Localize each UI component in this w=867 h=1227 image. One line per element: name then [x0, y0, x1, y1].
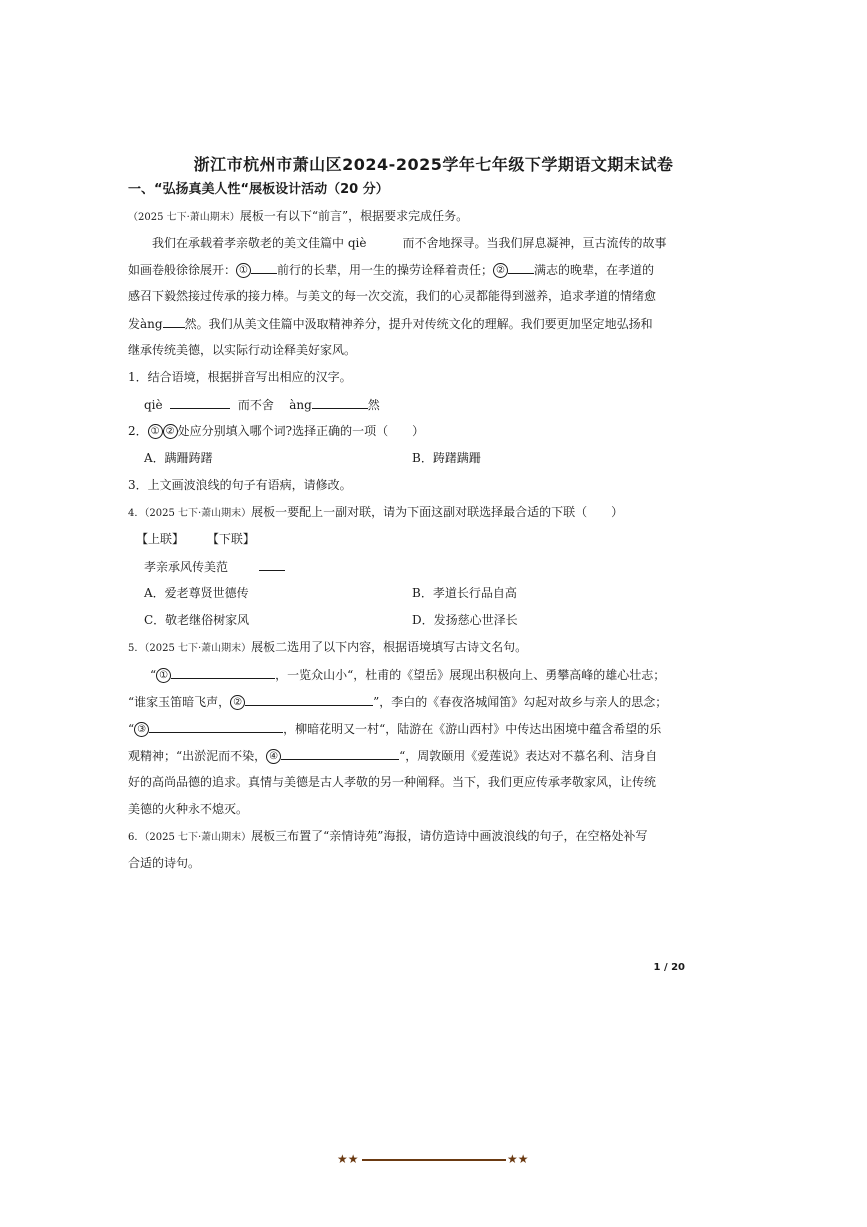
q5-text: 观精神；“出淤泥而不染， — [128, 749, 267, 763]
q5-prompt — [128, 639, 527, 657]
passage-line-4 — [128, 315, 653, 332]
q4-option-d[interactable]: D．发扬慈心世泽长 — [412, 613, 518, 627]
q4-couplet-labels — [136, 531, 255, 547]
passage-text: 然。我们从美文佳篇中汲取精神养分，提升对传统文化的理解。我们要更加坚定地弘扬和 — [184, 317, 653, 331]
q5-line-6: 美德的火种永不熄灭。 — [128, 802, 249, 816]
q6-line-2: 合适的诗句。 — [128, 856, 201, 870]
q2-option-a[interactable]: A．蹒跚踌躇 — [144, 451, 213, 465]
q5-line-1 — [150, 666, 665, 683]
exam-title: 浙江市杭州市萧山区2024-2025学年七年级下学期语文期末试卷 — [193, 155, 674, 174]
upper-couplet-label: 【上联】 — [136, 532, 185, 546]
upper-couplet-text: 孝亲承风传美范 — [144, 560, 229, 574]
q5-text: “，周敦颐用《爱莲说》表达对不慕名利、洁身自 — [399, 749, 658, 763]
section-1-heading: 一、“弘扬真美人性“展板设计活动（20 分） — [128, 182, 389, 197]
lower-couplet-label: 【下联】 — [206, 532, 255, 546]
q5-line-4 — [128, 747, 657, 764]
q5-text: ，柳暗花明又一村“，陆游在《游山西村》中传达出困境中蕴含希望的乐 — [283, 722, 662, 736]
q5-line-2 — [128, 693, 667, 710]
intro-text: 展板一有以下“前言”，根据要求完成任务。 — [239, 209, 469, 223]
passage-line-5: 继承传统美德，以实际行动诠释美好家风。 — [128, 343, 357, 357]
pinyin-1: qiè — [144, 398, 163, 412]
answer-blank-2[interactable] — [312, 396, 368, 409]
q1-text: 然 — [367, 398, 380, 412]
q5-text: “ — [150, 668, 157, 682]
passage-line-3: 感召下毅然接过传承的接力棒。与美文的每一次交流，我们的心灵都能得到滋养，追求孝道的情绪愈 — [128, 289, 657, 303]
poem-blank-3[interactable] — [149, 720, 283, 733]
circle-mark-2: ② — [163, 424, 178, 439]
q3-prompt: 3．上文画波浪线的句子有语病，请修改。 — [128, 478, 352, 492]
q1-text: 而不舍 — [237, 398, 274, 412]
passage-text: 如画卷般徐徐展开： — [128, 263, 237, 277]
circle-mark-1: ① — [156, 668, 171, 683]
passage-text: 前行的长辈，用一生的操劳诠释着责任； — [277, 263, 494, 277]
q5-text: 展板二选用了以下内容，根据语境填写古诗文名句。 — [251, 640, 528, 654]
q4-text: 展板一要配上一副对联，请为下面这副对联选择最合适的下联（ ） — [251, 505, 624, 519]
footer-rule — [362, 1159, 506, 1161]
poem-blank-2[interactable] — [245, 693, 373, 706]
q4-option-a[interactable]: A．爱老尊贤世德传 — [144, 586, 249, 600]
blank-ang — [163, 315, 185, 328]
answer-blank-1[interactable] — [170, 396, 230, 409]
circle-mark-3: ③ — [134, 722, 149, 737]
q4-prompt — [128, 504, 623, 522]
q5-text: ”，李白的《春夜洛城闻笛》勾起对故乡与亲人的思念； — [373, 695, 668, 709]
q5-text: “谁家玉笛暗飞声， — [128, 695, 231, 709]
q6-prompt — [128, 828, 647, 846]
circle-mark-2: ② — [230, 695, 245, 710]
q1-prompt: 1．结合语境，根据拼音写出相应的汉字。 — [128, 370, 352, 384]
q5-line-5: 好的高尚品德的追求。真情与美德是古人孝敬的另一种阐释。当下，我们更应传承孝敬家风，让传统 — [128, 775, 657, 789]
poem-blank-4[interactable] — [281, 747, 399, 760]
page-number: 1 / 20 — [653, 962, 685, 973]
passage-line-1 — [152, 235, 666, 251]
footer-ornament — [0, 1152, 867, 1166]
q4-option-c[interactable]: C．敬老继俗树家风 — [144, 613, 250, 627]
star-icon: ★★ — [337, 1152, 359, 1166]
q2-text: 处应分别填入哪个词?选择正确的一项（ ） — [177, 424, 425, 438]
poem-blank-1[interactable] — [171, 666, 275, 679]
q2-option-b[interactable]: B．踌躇蹒跚 — [412, 451, 481, 465]
q5-text: ，一览众山小“，杜甫的《望岳》展现出积极向上、勇攀高峰的雄心壮志； — [275, 668, 666, 682]
q4-couplet — [144, 558, 285, 575]
q5-text: “ — [128, 722, 135, 736]
source-tag: 5．（2025 七下·萧山期末） — [128, 643, 252, 654]
source-tag: 4．（2025 七下·萧山期末） — [128, 508, 252, 519]
pinyin-2: àng — [289, 398, 312, 412]
circle-mark-2: ② — [493, 263, 508, 278]
circle-mark-1: ① — [148, 424, 163, 439]
blank-1 — [251, 261, 277, 274]
source-tag: 6．（2025 七下·萧山期末） — [128, 832, 252, 843]
star-icon: ★★ — [507, 1152, 529, 1166]
source-tag: （2025 七下·萧山期末） — [128, 212, 240, 223]
circle-mark-4: ④ — [266, 749, 281, 764]
q2-number: 2． — [128, 424, 148, 438]
passage-text: 发àng — [128, 317, 163, 331]
blank-2 — [508, 261, 534, 274]
q5-line-3 — [128, 720, 661, 737]
q4-option-b[interactable]: B．孝道长行品自高 — [412, 586, 517, 600]
passage-text: 满志的晚辈，在孝道的 — [534, 263, 655, 277]
intro-line — [128, 208, 468, 226]
passage-text: 而不舍地探寻。当我们屏息凝神，亘古流传的故事 — [402, 236, 667, 250]
q1-answer-line — [144, 396, 380, 413]
lower-couplet-blank[interactable] — [259, 558, 285, 571]
circle-mark-1: ① — [236, 263, 251, 278]
q2-prompt — [128, 423, 424, 439]
passage-text: 我们在承载着孝亲敬老的美文佳篇中 qiè — [152, 236, 367, 250]
passage-line-2 — [128, 261, 654, 278]
q6-text: 展板三布置了“亲情诗苑”海报，请仿造诗中画波浪线的句子，在空格处补写 — [251, 829, 648, 843]
